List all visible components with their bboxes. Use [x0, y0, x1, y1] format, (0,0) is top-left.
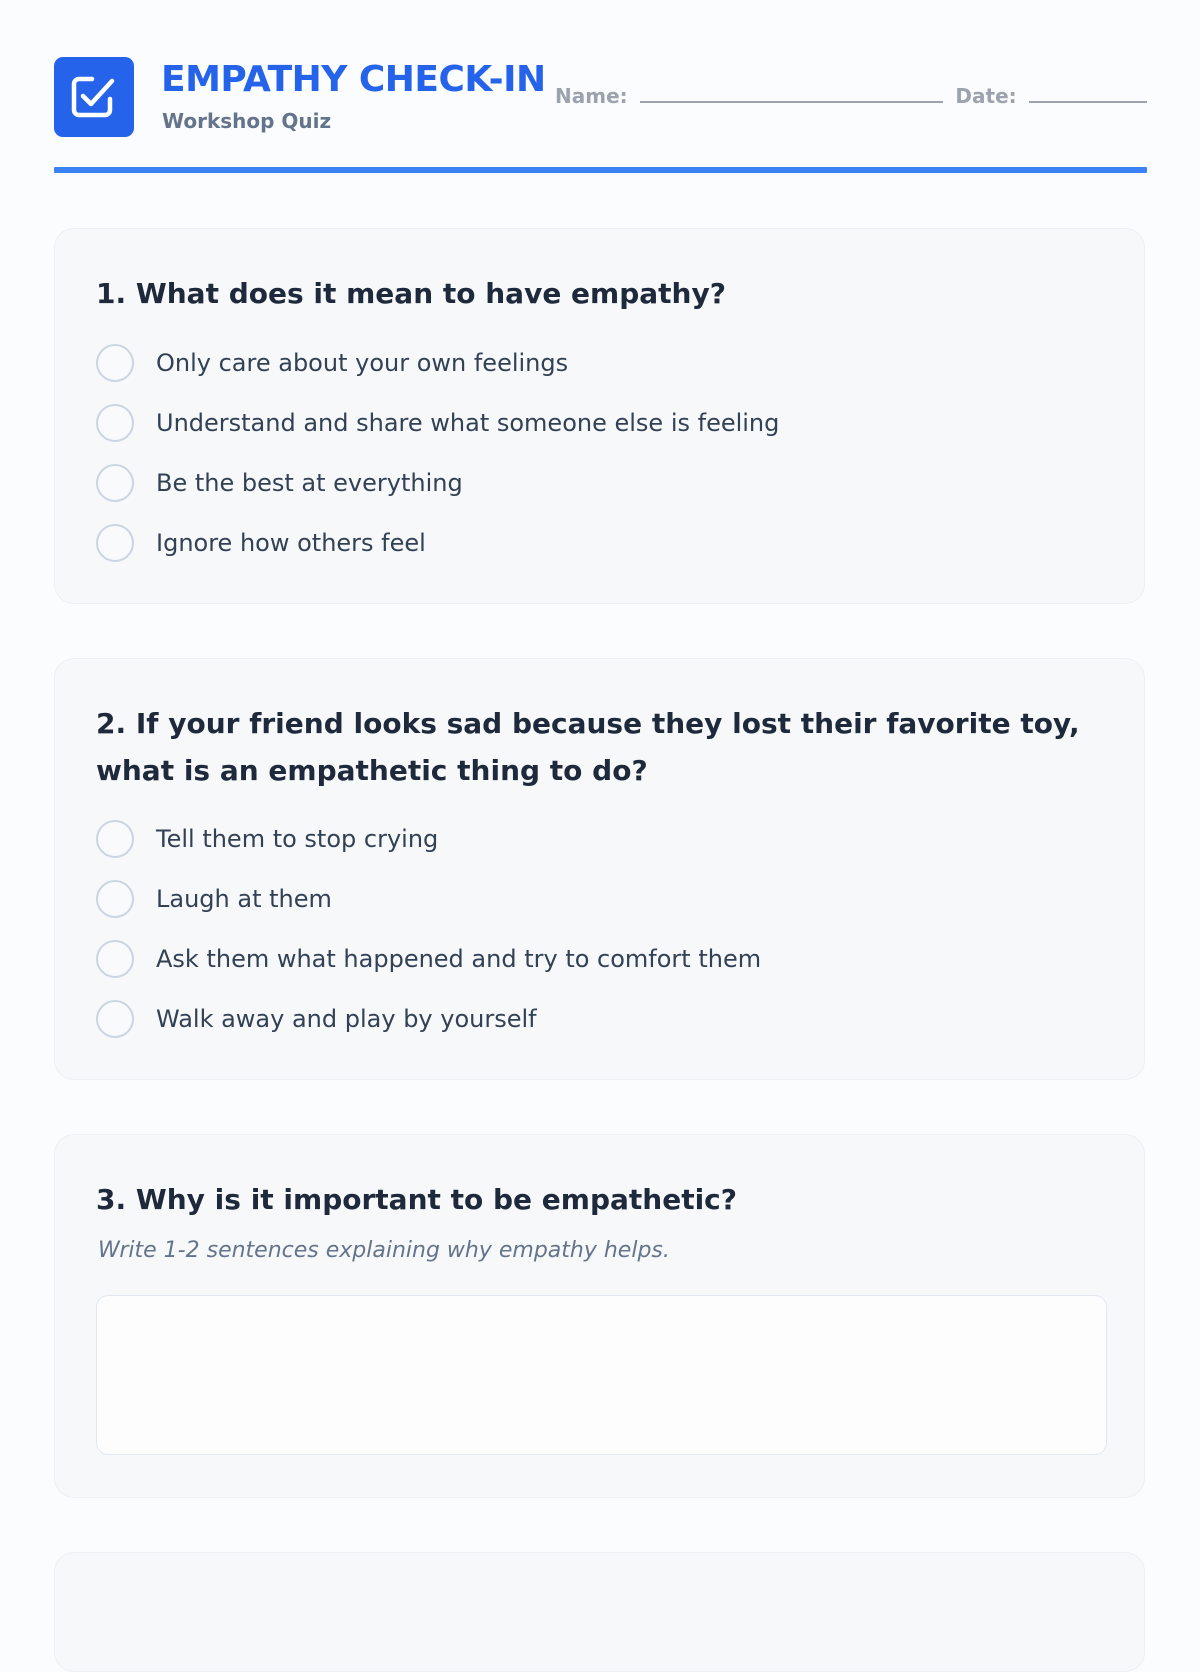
question-text: 1. What does it mean to have empathy? [96, 277, 726, 310]
question-text: 3. Why is it important to be empathetic? [96, 1183, 738, 1216]
radio-button[interactable] [96, 1000, 134, 1038]
page-subtitle: Workshop Quiz [162, 109, 332, 133]
name-label: Name: [555, 84, 628, 108]
radio-button[interactable] [96, 464, 134, 502]
question-card-2 [54, 658, 1145, 1080]
radio-button[interactable] [96, 404, 134, 442]
date-label: Date: [955, 84, 1017, 108]
header-divider [54, 167, 1147, 173]
option-label: Be the best at everything [156, 469, 463, 497]
question-card-1 [54, 228, 1145, 604]
option-label: Tell them to stop crying [156, 825, 439, 853]
option-label: Understand and share what someone else is feeling [156, 409, 780, 437]
radio-button[interactable] [96, 524, 134, 562]
page-header [54, 57, 1147, 137]
date-line[interactable] [1029, 85, 1147, 103]
option-label: Laugh at them [156, 885, 332, 913]
radio-button[interactable] [96, 940, 134, 978]
name-line[interactable] [640, 85, 943, 103]
radio-button[interactable] [96, 820, 134, 858]
radio-button[interactable] [96, 344, 134, 382]
question-card-3 [54, 1134, 1145, 1498]
radio-button[interactable] [96, 880, 134, 918]
option-label: Only care about your own feelings [156, 349, 569, 377]
option-label: Ask them what happened and try to comfort them [156, 945, 762, 973]
name-date-fields [555, 83, 1147, 109]
option-label: Walk away and play by yourself [156, 1005, 537, 1033]
page-title: EMPATHY CHECK-IN [161, 59, 546, 100]
question-card-4 [54, 1552, 1145, 1672]
answer-textarea[interactable] [96, 1295, 1107, 1455]
question-hint: Write 1-2 sentences explaining why empathy helps. [98, 1238, 670, 1263]
logo [54, 57, 134, 137]
option-label: Ignore how others feel [156, 529, 426, 557]
checkbox-icon [70, 75, 118, 119]
question-text: 2. If your friend looks sad because they lost their favorite toy, what is an empathetic thing to do? [96, 707, 1080, 787]
